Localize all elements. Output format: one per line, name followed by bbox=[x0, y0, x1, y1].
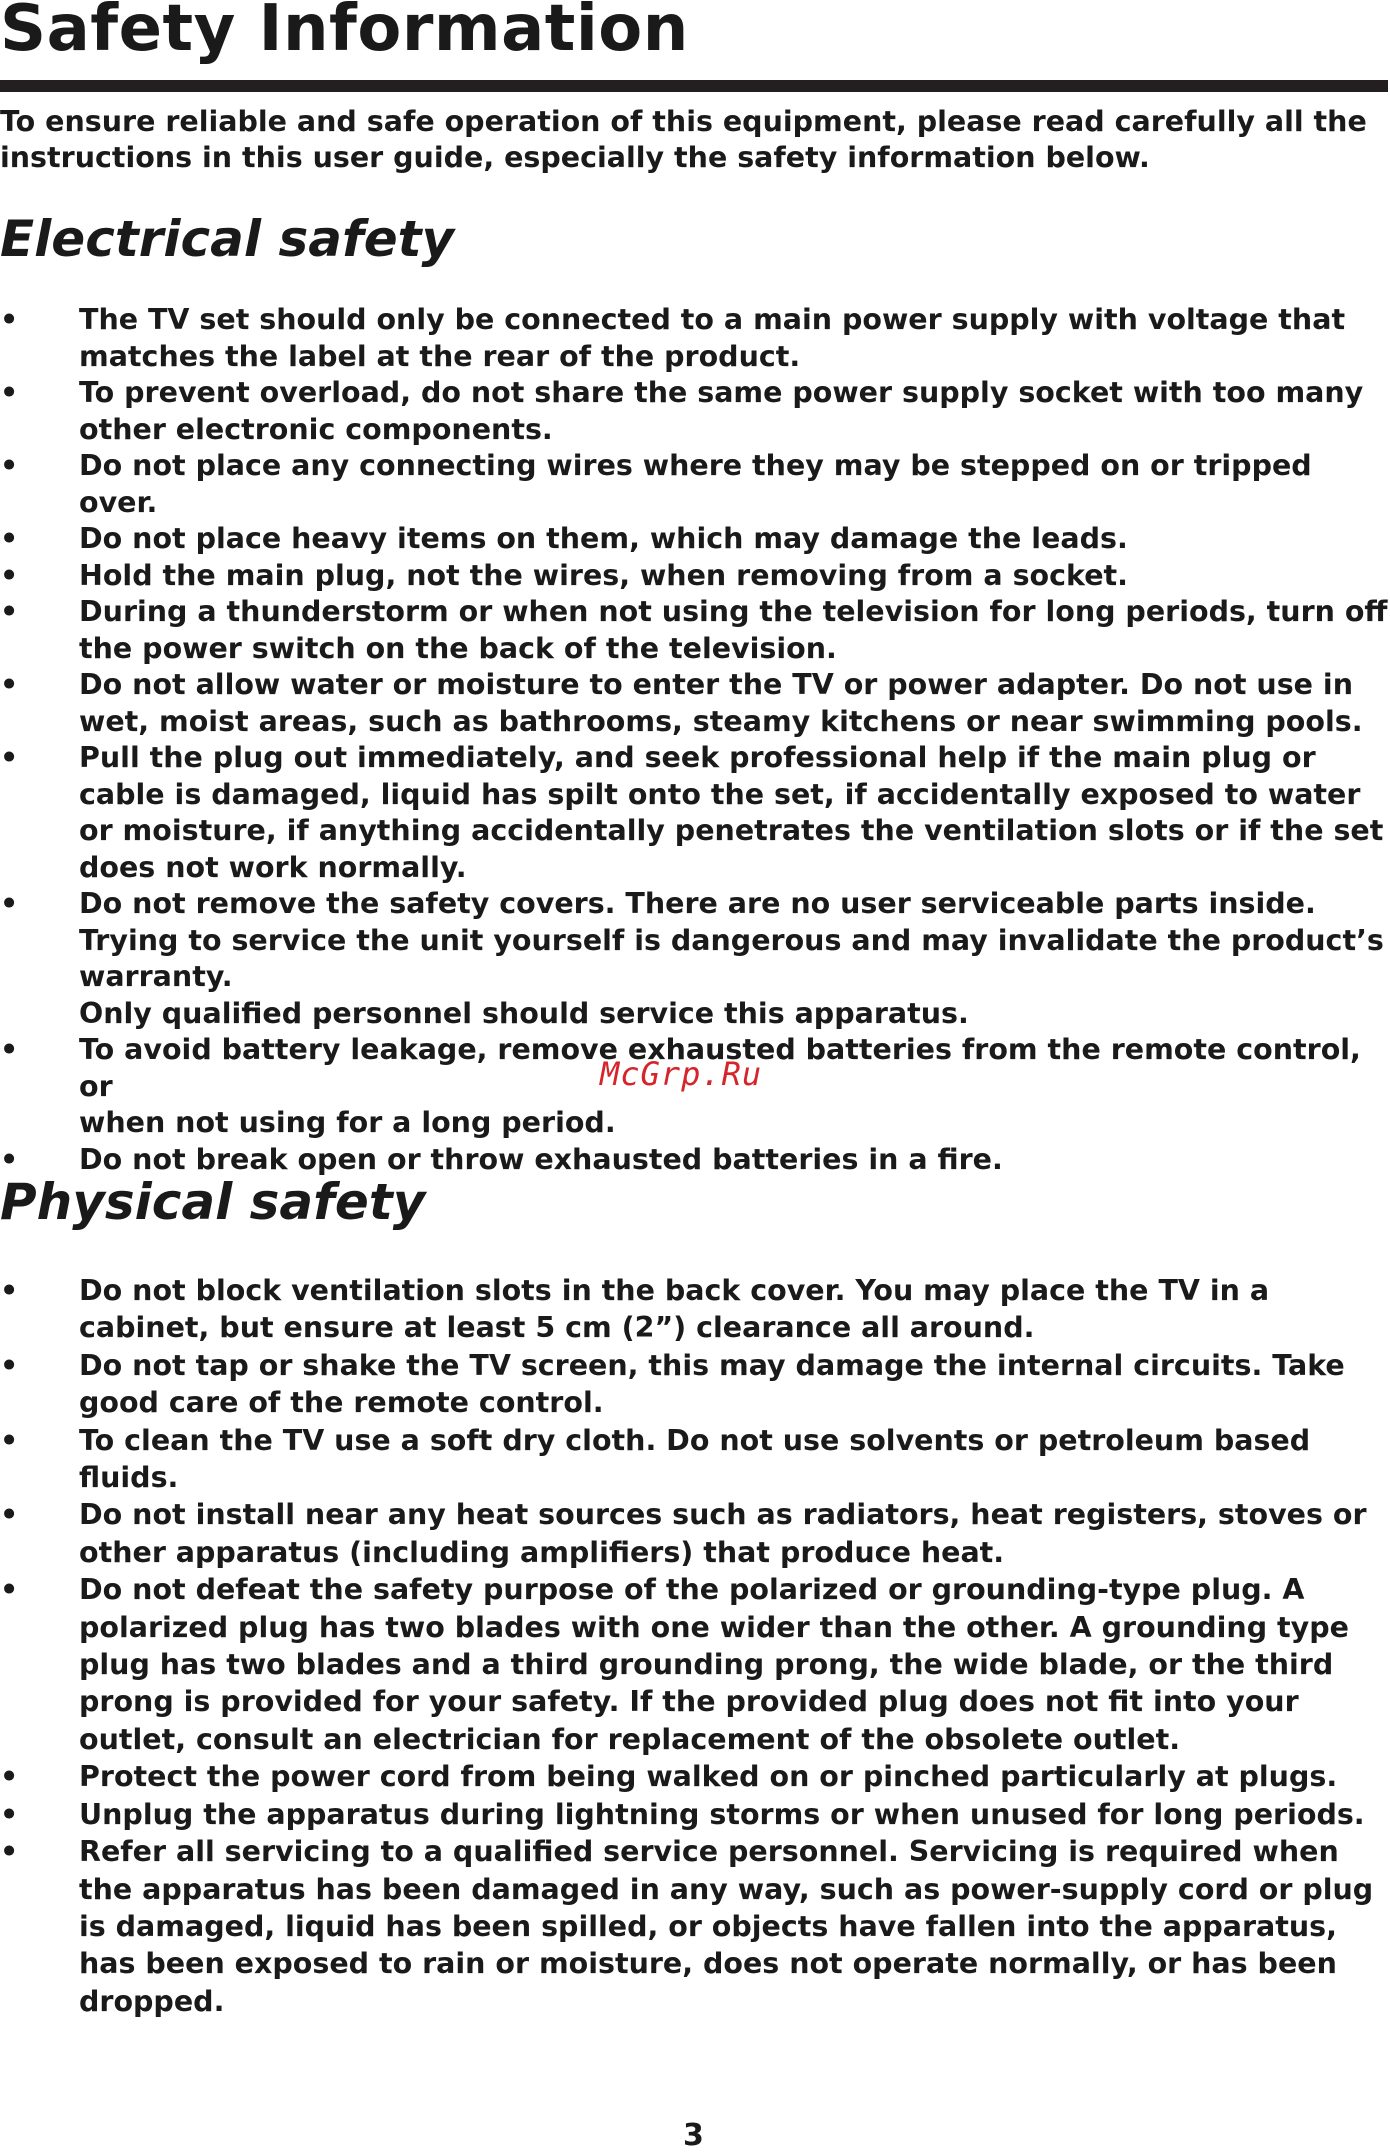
list-item-text: Hold the main plug, not the wires, when removing from a socket. bbox=[79, 558, 1128, 592]
bullet-icon: • bbox=[0, 449, 19, 482]
list-item-text: To prevent overload, do not share the same power supply socket with too many other electronic components. bbox=[79, 376, 1364, 446]
title-underline-rule bbox=[0, 80, 1388, 92]
page-number: 3 bbox=[683, 2118, 704, 2153]
list-item-text: Do not remove the safety covers. There are no user serviceable parts inside. Trying to service the unit yourself is dangerous and may invalidate the product’s warranty. Only qualified personnel should service this apparatus. bbox=[79, 887, 1384, 1030]
list-item bbox=[0, 302, 1390, 375]
list-item-text: Do not place heavy items on them, which may damage the leads. bbox=[79, 522, 1128, 555]
bullet-icon: • bbox=[0, 1835, 19, 1869]
list-item-text: Protect the power cord from being walked on or pinched particularly at plugs. bbox=[79, 1760, 1338, 1794]
list-item bbox=[0, 1796, 1390, 1833]
bullet-icon: • bbox=[0, 1573, 19, 1607]
list-item bbox=[0, 1571, 1390, 1758]
list-item-text: To clean the TV use a soft dry cloth. Do not use solvents or petroleum based fluids. bbox=[79, 1423, 1311, 1495]
list-item bbox=[0, 521, 1390, 558]
list-item bbox=[0, 1758, 1390, 1795]
page-title: Safety Information bbox=[0, 0, 689, 66]
list-item bbox=[0, 886, 1390, 1032]
bullet-icon: • bbox=[0, 1033, 19, 1066]
bullet-icon: • bbox=[0, 1760, 19, 1794]
list-item bbox=[0, 594, 1390, 667]
list-item-text: Do not tap or shake the TV screen, this may damage the internal circuits. Take good care of the remote control. bbox=[79, 1348, 1345, 1420]
list-item bbox=[0, 1833, 1390, 2020]
list-item bbox=[0, 1496, 1390, 1571]
intro-paragraph: To ensure reliable and safe operation of this equipment, please read carefully all the instructions in this user guide, especially the safety information below. bbox=[0, 105, 1367, 174]
watermark-text: McGrp.Ru bbox=[600, 1055, 763, 1093]
list-item bbox=[0, 1422, 1390, 1497]
list-item-text: Pull the plug out immediately, and seek professional help if the main plug or cable is damaged, liquid has spilt onto the set, if accidentally exposed to water or moisture, if anything accidentally penetrates the ventilation slots or if the set does not work normally. bbox=[79, 741, 1384, 884]
list-item-text: During a thunderstorm or when not using the television for long periods, turn off the power switch on the back of the television. bbox=[79, 595, 1388, 665]
list-item bbox=[0, 740, 1390, 886]
bullet-icon: • bbox=[0, 376, 19, 409]
bullet-icon: • bbox=[0, 1274, 19, 1307]
bullet-icon: • bbox=[0, 887, 19, 920]
list-item bbox=[0, 448, 1390, 521]
bullet-icon: • bbox=[0, 668, 19, 701]
list-item-text: Do not break open or throw exhausted batteries in a fire. bbox=[79, 1142, 1003, 1176]
list-item bbox=[0, 1347, 1390, 1422]
list-item bbox=[0, 1272, 1390, 1347]
list-item-text: Do not place any connecting wires where they may be stepped on or tripped over. bbox=[79, 449, 1312, 519]
bullet-icon: • bbox=[0, 741, 19, 774]
bullet-icon: • bbox=[0, 1797, 19, 1831]
electrical-safety-heading: Electrical safety bbox=[0, 210, 455, 268]
list-item-text: Do not install near any heat sources such as radiators, heat registers, stoves or other apparatus (including amplifiers) that produce heat. bbox=[79, 1498, 1367, 1569]
list-item-text: Do not allow water or moisture to enter the TV or power adapter. Do not use in wet, moist areas, such as bathrooms, steamy kitchens or near swimming pools. bbox=[79, 668, 1363, 738]
bullet-icon: • bbox=[0, 1348, 19, 1382]
bullet-icon: • bbox=[0, 522, 19, 555]
list-item-text: Do not defeat the safety purpose of the polarized or grounding-type plug. A polarized plug has two blades with one wider than the other. A grounding type plug has two blades and a third grounding prong, the wide blade, or the third prong is provided for your safety. If the provided plug does not fit into your outlet, consult an electrician for replacement of the obsolete outlet. bbox=[79, 1573, 1349, 1756]
list-item bbox=[0, 558, 1390, 595]
list-item bbox=[0, 667, 1390, 740]
list-item bbox=[0, 375, 1390, 448]
list-item-text: Unplug the apparatus during lightning storms or when unused for long periods. bbox=[79, 1797, 1365, 1831]
bullet-icon: • bbox=[0, 1142, 19, 1176]
list-item-text: Do not block ventilation slots in the back cover. You may place the TV in a cabinet, but ensure at least 5 cm (2”) clearance all around. bbox=[79, 1274, 1270, 1345]
bullet-icon: • bbox=[0, 1423, 19, 1457]
physical-safety-list bbox=[0, 1272, 1390, 2020]
electrical-safety-list bbox=[0, 302, 1390, 1178]
list-item-text: Refer all servicing to a qualified service personnel. Servicing is required when the apparatus has been damaged in any way, such as power-supply cord or plug is damaged, liquid has been spilled, or objects have fallen into the apparatus, has been exposed to rain or moisture, does not operate normally, or has been dropped. bbox=[79, 1835, 1374, 2018]
bullet-icon: • bbox=[0, 558, 19, 592]
physical-safety-heading: Physical safety bbox=[0, 1173, 426, 1231]
bullet-icon: • bbox=[0, 595, 19, 628]
list-item-text: The TV set should only be connected to a main power supply with voltage that matches the label at the rear of the product. bbox=[79, 303, 1346, 373]
bullet-icon: • bbox=[0, 1498, 19, 1532]
bullet-icon: • bbox=[0, 303, 19, 336]
list-item-text: To avoid battery leakage, remove exhausted batteries from the remote control, or when not using for a long period. bbox=[79, 1033, 1361, 1139]
